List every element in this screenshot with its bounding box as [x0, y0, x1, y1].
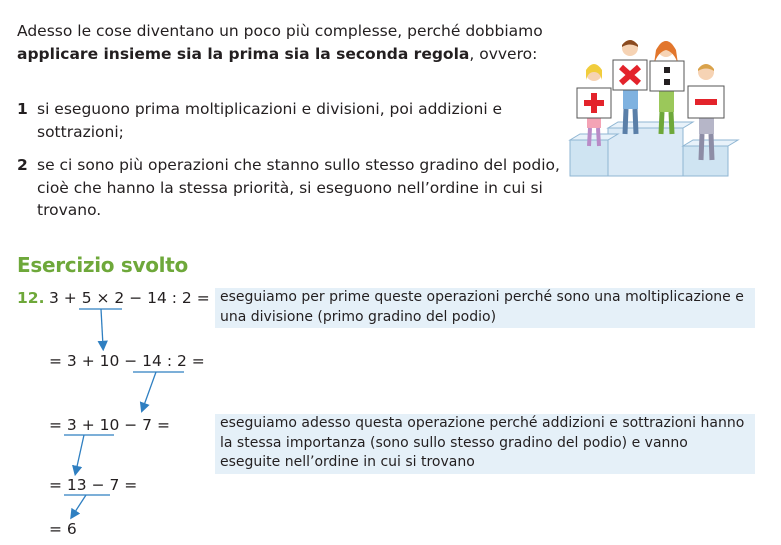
- exercise-note-1: eseguiamo per prime queste operazioni perché sono una moltiplicazione e una divisione (primo gradino del podio): [215, 288, 755, 328]
- intro-text-start: Adesso le cose diventano un poco più complesse, perché dobbiamo: [17, 22, 543, 40]
- exercise-step-3: = 3 + 10 − 7 =: [49, 416, 170, 434]
- exercise-step-2: = 3 + 10 − 14 : 2 =: [49, 352, 205, 370]
- exercise-number: 12.: [17, 289, 45, 307]
- arrow-step-2: [143, 372, 156, 408]
- rule-2-number: 2: [17, 156, 28, 174]
- exercise-note-2: eseguiamo adesso questa operazione perché addizioni e sottrazioni hanno la stessa importanza (sono sullo stesso gradino del podio) e vanno eseguite nell’ordine in cui si trovano: [215, 414, 755, 474]
- rule-1-number: 1: [17, 100, 28, 118]
- exercise-step-5: = 6: [49, 520, 77, 538]
- rule-1-text: si eseguono prima moltiplicazioni e divisioni, poi addizioni e sottrazioni;: [37, 100, 503, 141]
- exercise-step-1: 3 + 5 × 2 − 14 : 2 =: [49, 289, 210, 307]
- rule-2-text: se ci sono più operazioni che stanno sullo stesso gradino del podio, cioè che hanno la stessa priorità, si eseguono nell’ordine in cui si trovano.: [37, 156, 560, 219]
- exercise-step-4: = 13 − 7 =: [49, 476, 138, 494]
- intro-text-end: , ovvero:: [469, 44, 538, 63]
- arrow-step-4: [73, 495, 86, 515]
- section-title: Esercizio svolto: [17, 253, 188, 277]
- arrow-step-3: [76, 435, 84, 471]
- intro-bold-text: applicare insieme sia la prima sia la seconda regola: [17, 44, 470, 63]
- arrow-step-1: [101, 309, 103, 346]
